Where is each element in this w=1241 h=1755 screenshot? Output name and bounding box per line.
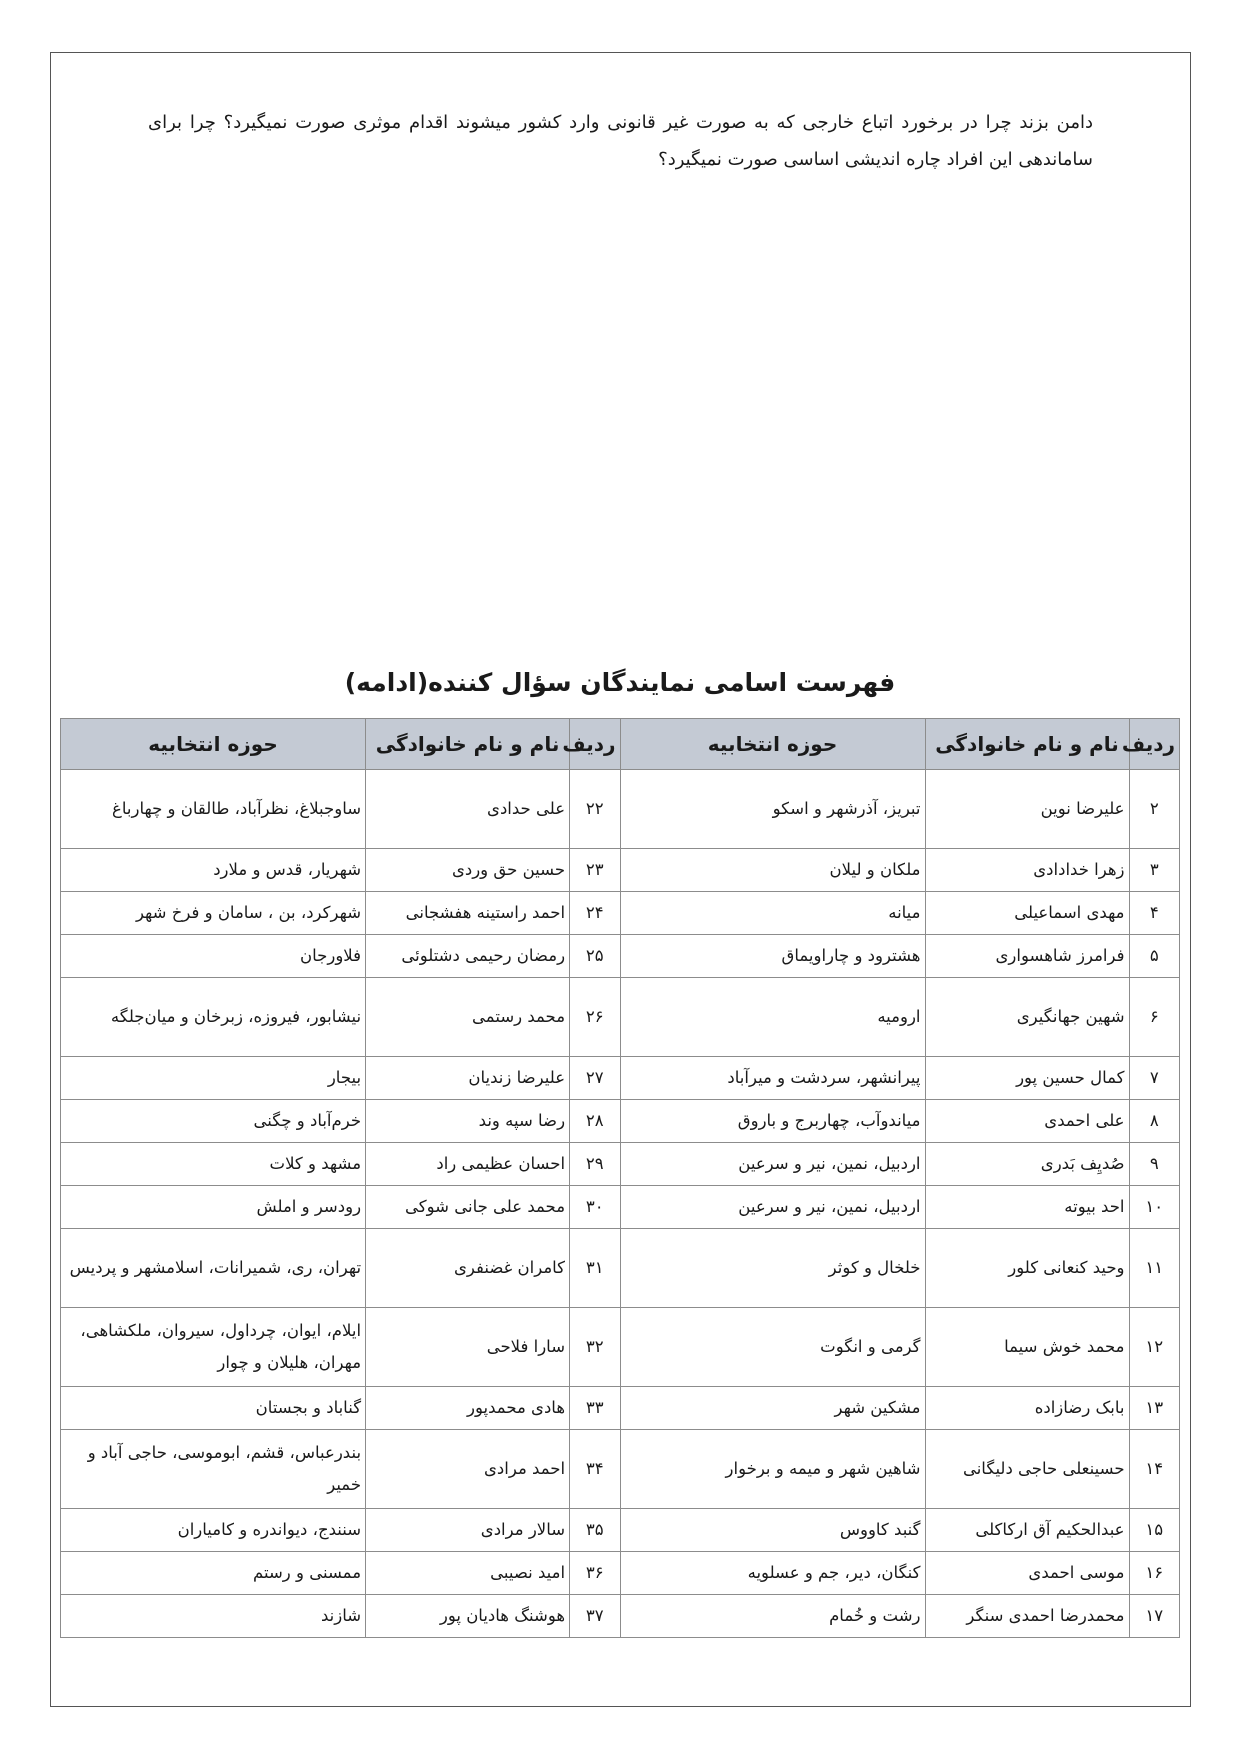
row-number: ۳۶ <box>570 1552 620 1595</box>
row-number: ۹ <box>1129 1143 1179 1186</box>
electoral-district: نیشابور، فیروزه، زبرخان و میان‌جلگه <box>61 978 366 1057</box>
table-title: فهرست اسامی نمایندگان سؤال کننده(ادامه) <box>344 668 896 697</box>
row-number: ۵ <box>1129 935 1179 978</box>
row-number: ۱۰ <box>1129 1186 1179 1229</box>
table-row <box>61 1430 1180 1509</box>
row-number: ۳۰ <box>570 1186 620 1229</box>
electoral-district: بیجار <box>61 1057 366 1100</box>
representative-name: مهدی اسماعیلی <box>925 892 1129 935</box>
row-number: ۱۱ <box>1129 1229 1179 1308</box>
electoral-district: خلخال و کوثر <box>620 1229 925 1308</box>
table-row <box>61 1229 1180 1308</box>
electoral-district: هشترود و چاراویماق <box>620 935 925 978</box>
representative-name: علیرضا نوین <box>925 770 1129 849</box>
table-row <box>61 1509 1180 1552</box>
table-row <box>61 935 1180 978</box>
electoral-district: ایلام، ایوان، چرداول، سیروان، ملکشاهی، مهران، هلیلان و چوار <box>61 1308 366 1387</box>
representative-name: رضا سپه وند <box>366 1100 570 1143</box>
row-number: ۱۵ <box>1129 1509 1179 1552</box>
representative-name: کامران غضنفری <box>366 1229 570 1308</box>
row-number: ۳۷ <box>570 1595 620 1638</box>
electoral-district: اردبیل، نمین، نیر و سرعین <box>620 1143 925 1186</box>
row-number: ۸ <box>1129 1100 1179 1143</box>
row-number: ۲۹ <box>570 1143 620 1186</box>
row-number: ۲۳ <box>570 849 620 892</box>
row-number: ۲ <box>1129 770 1179 849</box>
electoral-district: گنبد کاووس <box>620 1509 925 1552</box>
table-row <box>61 1100 1180 1143</box>
representative-name: احد بیوته <box>925 1186 1129 1229</box>
table-row <box>61 1186 1180 1229</box>
electoral-district: خرم‌آباد و چگنی <box>61 1100 366 1143</box>
row-number: ۲۷ <box>570 1057 620 1100</box>
row-number: ۱۷ <box>1129 1595 1179 1638</box>
table-row <box>61 1143 1180 1186</box>
representative-name: رمضان رحیمی دشتلوئی <box>366 935 570 978</box>
row-number: ۲۵ <box>570 935 620 978</box>
header-name: نام و نام خانوادگی <box>366 719 570 770</box>
electoral-district: شازند <box>61 1595 366 1638</box>
row-number: ۶ <box>1129 978 1179 1057</box>
electoral-district: مشهد و کلات <box>61 1143 366 1186</box>
electoral-district: گرمی و انگوت <box>620 1308 925 1387</box>
table-row <box>61 892 1180 935</box>
row-number: ۳۲ <box>570 1308 620 1387</box>
header-district: حوزه انتخابیه <box>620 719 925 770</box>
table-row <box>61 849 1180 892</box>
electoral-district: ارومیه <box>620 978 925 1057</box>
electoral-district: میانه <box>620 892 925 935</box>
electoral-district: رشت و خُمام <box>620 1595 925 1638</box>
table-header-row <box>61 719 1180 770</box>
row-number: ۲۴ <box>570 892 620 935</box>
row-number: ۲۲ <box>570 770 620 849</box>
electoral-district: سنندج، دیواندره و کامیاران <box>61 1509 366 1552</box>
representative-name: امید نصیبی <box>366 1552 570 1595</box>
table-row <box>61 1308 1180 1387</box>
representative-name: احمد راستینه هفشجانی <box>366 892 570 935</box>
header-name: نام و نام خانوادگی <box>925 719 1129 770</box>
row-number: ۳۵ <box>570 1509 620 1552</box>
electoral-district: ساوجبلاغ، نظرآباد، طالقان و چهارباغ <box>61 770 366 849</box>
representative-name: احسان عظیمی راد <box>366 1143 570 1186</box>
row-number: ۲۸ <box>570 1100 620 1143</box>
representative-name: سارا فلاحی <box>366 1308 570 1387</box>
intro-paragraph: دامن بزند چرا در برخورد اتباع خارجی که به صورت غیر قانونی وارد کشور میشوند اقدام موثری صورت نمیگیرد؟ چرا برای ساماندهی این افراد چاره اندیشی اساسی صورت نمیگیرد؟ <box>148 112 1093 170</box>
representative-name: حسین حق وردی <box>366 849 570 892</box>
header-row-number: ردیف <box>1129 719 1179 770</box>
electoral-district: تهران، ری، شمیرانات، اسلامشهر و پردیس <box>61 1229 366 1308</box>
electoral-district: رودسر و املش <box>61 1186 366 1229</box>
row-number: ۱۲ <box>1129 1308 1179 1387</box>
row-number: ۳۳ <box>570 1387 620 1430</box>
electoral-district: تبریز، آذرشهر و اسکو <box>620 770 925 849</box>
representative-name: محمد خوش سیما <box>925 1308 1129 1387</box>
row-number: ۷ <box>1129 1057 1179 1100</box>
representative-name: سالار مرادی <box>366 1509 570 1552</box>
representative-name: علی احمدی <box>925 1100 1129 1143</box>
electoral-district: ممسنی و رستم <box>61 1552 366 1595</box>
representative-name: فرامرز شاهسواری <box>925 935 1129 978</box>
representative-name: صُدیِف بَدری <box>925 1143 1129 1186</box>
electoral-district: فلاورجان <box>61 935 366 978</box>
electoral-district: شهرکرد، بن ، سامان و فرخ شهر <box>61 892 366 935</box>
representative-name: بابک رضازاده <box>925 1387 1129 1430</box>
electoral-district: بندرعباس، قشم، ابوموسی، حاجی آباد و خمیر <box>61 1430 366 1509</box>
representative-name: کمال حسین پور <box>925 1057 1129 1100</box>
representative-name: هوشنگ هادیان پور <box>366 1595 570 1638</box>
table-row <box>61 1057 1180 1100</box>
representative-name: علیرضا زندیان <box>366 1057 570 1100</box>
representative-name: زهرا خدادادی <box>925 849 1129 892</box>
representative-name: حسینعلی حاجی دلیگانی <box>925 1430 1129 1509</box>
electoral-district: شاهین شهر و میمه و برخوار <box>620 1430 925 1509</box>
row-number: ۲۶ <box>570 978 620 1057</box>
electoral-district: ملکان و لیلان <box>620 849 925 892</box>
table-row <box>61 1552 1180 1595</box>
header-row-number: ردیف <box>570 719 620 770</box>
representatives-table <box>60 718 1180 1638</box>
row-number: ۱۶ <box>1129 1552 1179 1595</box>
representative-name: علی حدادی <box>366 770 570 849</box>
electoral-district: اردبیل، نمین، نیر و سرعین <box>620 1186 925 1229</box>
representative-name: محمد رستمی <box>366 978 570 1057</box>
row-number: ۳۴ <box>570 1430 620 1509</box>
table-row <box>61 770 1180 849</box>
electoral-district: پیرانشهر، سردشت و میرآباد <box>620 1057 925 1100</box>
row-number: ۳ <box>1129 849 1179 892</box>
representative-name: شهین جهانگیری <box>925 978 1129 1057</box>
table-row <box>61 978 1180 1057</box>
representative-name: محمدرضا احمدی سنگر <box>925 1595 1129 1638</box>
representative-name: احمد مرادی <box>366 1430 570 1509</box>
representative-name: محمد علی جانی شوکی <box>366 1186 570 1229</box>
row-number: ۱۳ <box>1129 1387 1179 1430</box>
electoral-district: شهریار، قدس و ملارد <box>61 849 366 892</box>
representative-name: عبدالحکیم آق ارکاکلی <box>925 1509 1129 1552</box>
row-number: ۱۴ <box>1129 1430 1179 1509</box>
table-row <box>61 1387 1180 1430</box>
table-row <box>61 1595 1180 1638</box>
representative-name: وحید کنعانی کلور <box>925 1229 1129 1308</box>
representative-name: هادی محمدپور <box>366 1387 570 1430</box>
row-number: ۴ <box>1129 892 1179 935</box>
representative-name: موسی احمدی <box>925 1552 1129 1595</box>
row-number: ۳۱ <box>570 1229 620 1308</box>
electoral-district: مشکین شهر <box>620 1387 925 1430</box>
electoral-district: کنگان، دیر، جم و عسلویه <box>620 1552 925 1595</box>
electoral-district: گناباد و بجستان <box>61 1387 366 1430</box>
electoral-district: میاندوآب، چهاربرج و باروق <box>620 1100 925 1143</box>
header-district: حوزه انتخابیه <box>61 719 366 770</box>
